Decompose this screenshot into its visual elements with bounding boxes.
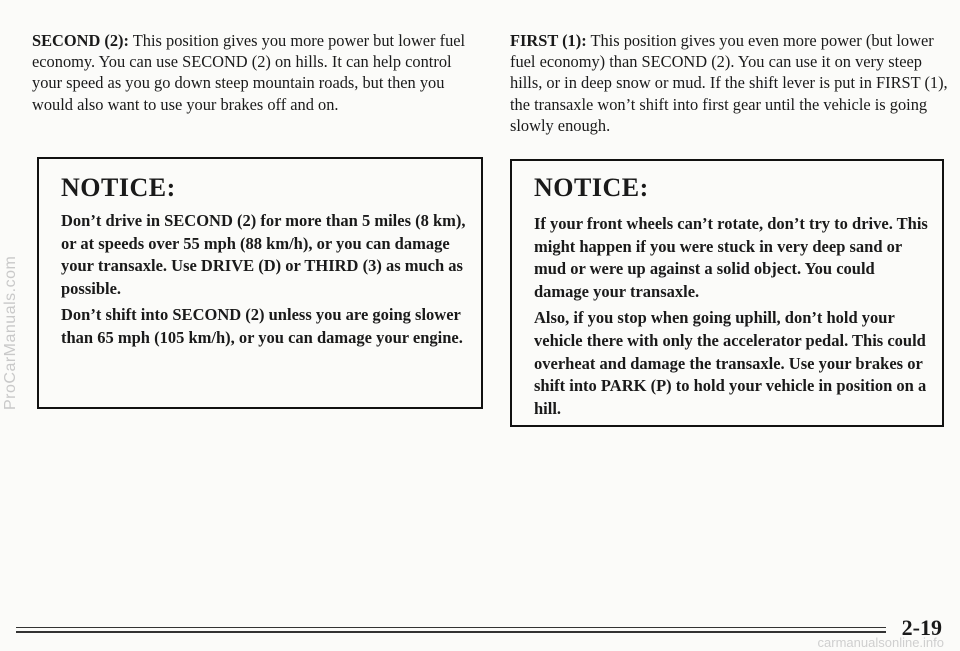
notice-box-right	[510, 159, 944, 427]
notice-paragraph: If your front wheels can’t rotate, don’t try to drive. This might happen if you were stuck in very deep sand or mud or were up against a solid object. You could damage your transaxle.	[534, 214, 928, 301]
notice-body-left	[61, 210, 467, 354]
page-number: 2-19	[901, 615, 942, 640]
notice-title-right: NOTICE:	[534, 173, 649, 202]
notice-box-left	[37, 157, 483, 409]
second-gear-text: This position gives you more power but lower fuel economy. You can use SECOND (2) on hills. It can help control your speed as you go down steep mountain roads, but then you would also want to use your brakes off and on.	[32, 31, 466, 114]
notice-body-right	[534, 213, 928, 424]
first-gear-text: This position gives you even more power (but lower fuel economy) than SECOND (2). You can use it on very steep hills, or in deep snow or mud. If the shift lever is put in FIRST (1), the transaxle won’t shift into first gear until the vehicle is going slowly enough.	[510, 31, 948, 135]
side-watermark: ProCarManuals.com	[2, 255, 19, 410]
notice-title-left: NOTICE:	[61, 173, 176, 202]
first-gear-heading: FIRST (1):	[510, 31, 587, 50]
left-column	[32, 30, 477, 115]
notice-paragraph: Don’t shift into SECOND (2) unless you are going slower than 65 mph (105 km/h), or you can damage your engine.	[61, 305, 463, 347]
bottom-watermark: carmanualsonline.info	[817, 635, 944, 650]
first-gear-description	[510, 30, 955, 136]
notice-paragraph: Also, if you stop when going uphill, don’t hold your vehicle there with only the accelerator pedal. This could overheat and damage the transaxle. Use your brakes or shift into PARK (P) to hold your vehicle in position on a hill.	[534, 308, 927, 418]
footer-rule-thick	[16, 631, 886, 633]
right-column	[510, 30, 955, 136]
second-gear-heading: SECOND (2):	[32, 31, 129, 50]
second-gear-description	[32, 30, 477, 115]
footer-rule	[16, 627, 886, 628]
notice-paragraph: Don’t drive in SECOND (2) for more than 5 miles (8 km), or at speeds over 55 mph (88 km/h), or you can damage your transaxle. Use DRIVE (D) or THIRD (3) as much as possible.	[61, 211, 466, 298]
